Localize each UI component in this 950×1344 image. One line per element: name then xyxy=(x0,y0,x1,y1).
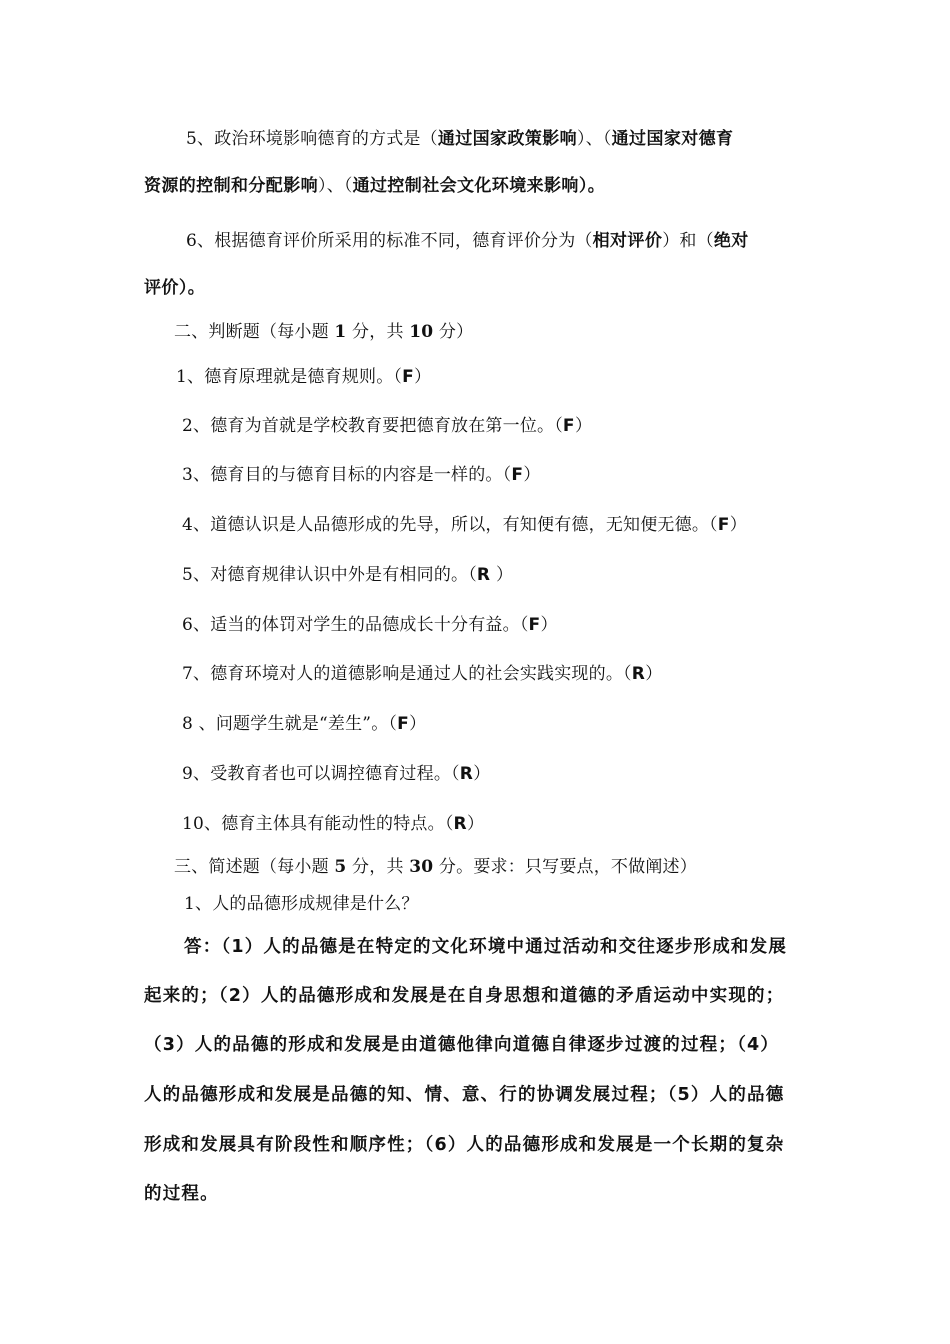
answer-line: （3）人的品德的形成和发展是由道德他律向道德自律逐步过渡的过程；（4） xyxy=(144,1035,780,1055)
tf-item-close: ） xyxy=(574,416,593,436)
tf-item-close: ） xyxy=(467,814,485,834)
tf-item-close: ） xyxy=(540,615,558,635)
tf-item-close: ） xyxy=(414,367,432,387)
sa-heading-num1: 5 xyxy=(334,857,347,877)
answer-line: 答：（1）人的品德是在特定的文化环境中通过活动和交往逐步形成和发展 xyxy=(184,937,788,957)
tf-item-text: 6、适当的体罚对学生的品德成长十分有益。（ xyxy=(182,615,529,635)
q6-text: 6、根据德育评价所采用的标准不同，德育评价分为（ xyxy=(186,231,593,251)
tf-item-close: ） xyxy=(473,764,491,784)
tf-item-answer: F xyxy=(511,465,524,485)
tf-item-text: 5、对德育规律认识中外是有相同的。（ xyxy=(182,565,477,585)
q5-end: ）。 xyxy=(578,176,606,196)
q5-text: 5、政治环境影响德育的方式是（ xyxy=(186,129,438,149)
q5-separator-2: ）、（ xyxy=(318,176,353,196)
tf-item-answer: F xyxy=(717,515,730,535)
tf-item xyxy=(182,712,426,736)
tf-item-close: ） xyxy=(729,515,747,535)
fill-blank-q5-line1 xyxy=(186,127,733,151)
q6-separator: ）和（ xyxy=(662,231,714,251)
sa-question-text: 1、人的品德形成规律是什么？ xyxy=(184,894,419,914)
sa-heading-mid: 分，共 xyxy=(346,857,410,877)
tf-item-answer: R xyxy=(631,664,646,684)
tf-item xyxy=(182,613,558,637)
short-answer-question-1 xyxy=(184,892,419,916)
answer-line: 的过程。 xyxy=(144,1184,219,1204)
tf-item-text: 4、道德认识是人品德形成的先导，所以，有知便有德，无知便无德。（ xyxy=(182,515,718,535)
tf-item-text: 7、德育环境对人的道德影响是通过人的社会实践实现的。（ xyxy=(182,664,632,684)
tf-item xyxy=(182,414,592,438)
tf-item-close: ） xyxy=(409,714,427,734)
tf-item xyxy=(182,662,662,686)
section-true-false-heading xyxy=(174,320,473,344)
sa-heading-num2: 30 xyxy=(409,857,434,877)
q5-separator: ）、（ xyxy=(577,129,612,149)
tf-item-answer: R xyxy=(453,814,468,834)
tf-item-text: 1、德育原理就是德育规则。（ xyxy=(176,367,403,387)
fill-blank-q5-line2 xyxy=(144,174,605,198)
q6-answer-2-end: 评价 xyxy=(144,278,179,298)
tf-heading-num2: 10 xyxy=(409,322,434,342)
tf-item-answer: R xyxy=(476,565,491,585)
fill-blank-q6-line2 xyxy=(144,276,205,300)
tf-item-close: ） xyxy=(523,465,541,485)
q5-answer-2-end: 资源的控制和分配影响 xyxy=(144,176,318,196)
tf-item xyxy=(182,812,484,836)
tf-item-text: 3、德育目的与德育目标的内容是一样的。（ xyxy=(182,465,512,485)
tf-item xyxy=(182,762,490,786)
tf-heading-num1: 1 xyxy=(334,322,347,342)
q5-answer-2-start: 通过国家对德育 xyxy=(611,129,734,149)
tf-item-answer: F xyxy=(562,416,575,436)
tf-heading-mid: 分，共 xyxy=(346,322,410,342)
tf-heading-suffix: 分） xyxy=(433,322,474,342)
q6-answer-1: 相对评价 xyxy=(592,231,663,251)
q6-answer-2-start: 绝对 xyxy=(713,231,749,251)
answer-line: 人的品德形成和发展是品德的知、情、意、行的协调发展过程；（5）人的品德 xyxy=(144,1085,785,1105)
fill-blank-q6-line1 xyxy=(186,229,749,253)
tf-item-close: ） xyxy=(645,664,663,684)
tf-heading-prefix: 二、判断题（每小题 xyxy=(174,322,335,342)
tf-item-answer: R xyxy=(459,764,474,784)
tf-item xyxy=(182,513,747,537)
tf-item-text: 2、德育为首就是学校教育要把德育放在第一位。（ xyxy=(182,416,563,436)
sa-heading-suffix: 分。要求：只写要点，不做阐述） xyxy=(433,857,697,877)
q6-end: ）。 xyxy=(178,278,206,298)
answer-line: 起来的；（2）人的品德形成和发展是在自身思想和道德的矛盾运动中实现的； xyxy=(144,986,785,1006)
answer-line: 形成和发展具有阶段性和顺序性；（6）人的品德形成和发展是一个长期的复杂 xyxy=(144,1135,785,1155)
tf-item-close: ） xyxy=(490,565,514,585)
tf-item-answer: F xyxy=(402,367,415,387)
tf-item-text: 8 、问题学生就是“差生”。（ xyxy=(182,714,398,734)
tf-item xyxy=(182,563,513,587)
tf-item-answer: F xyxy=(397,714,410,734)
tf-item-answer: F xyxy=(528,615,541,635)
tf-item-text: 9、受教育者也可以调控德育过程。（ xyxy=(182,764,460,784)
tf-item xyxy=(176,365,431,389)
tf-item-text: 10、德育主体具有能动性的特点。（ xyxy=(182,814,454,834)
q5-answer-3: 通过控制社会文化环境来影响 xyxy=(352,176,579,196)
sa-heading-prefix: 三、简述题（每小题 xyxy=(174,857,335,877)
q5-answer-1: 通过国家政策影响 xyxy=(437,129,578,149)
section-short-answer-heading xyxy=(174,855,697,879)
tf-item xyxy=(182,463,541,487)
